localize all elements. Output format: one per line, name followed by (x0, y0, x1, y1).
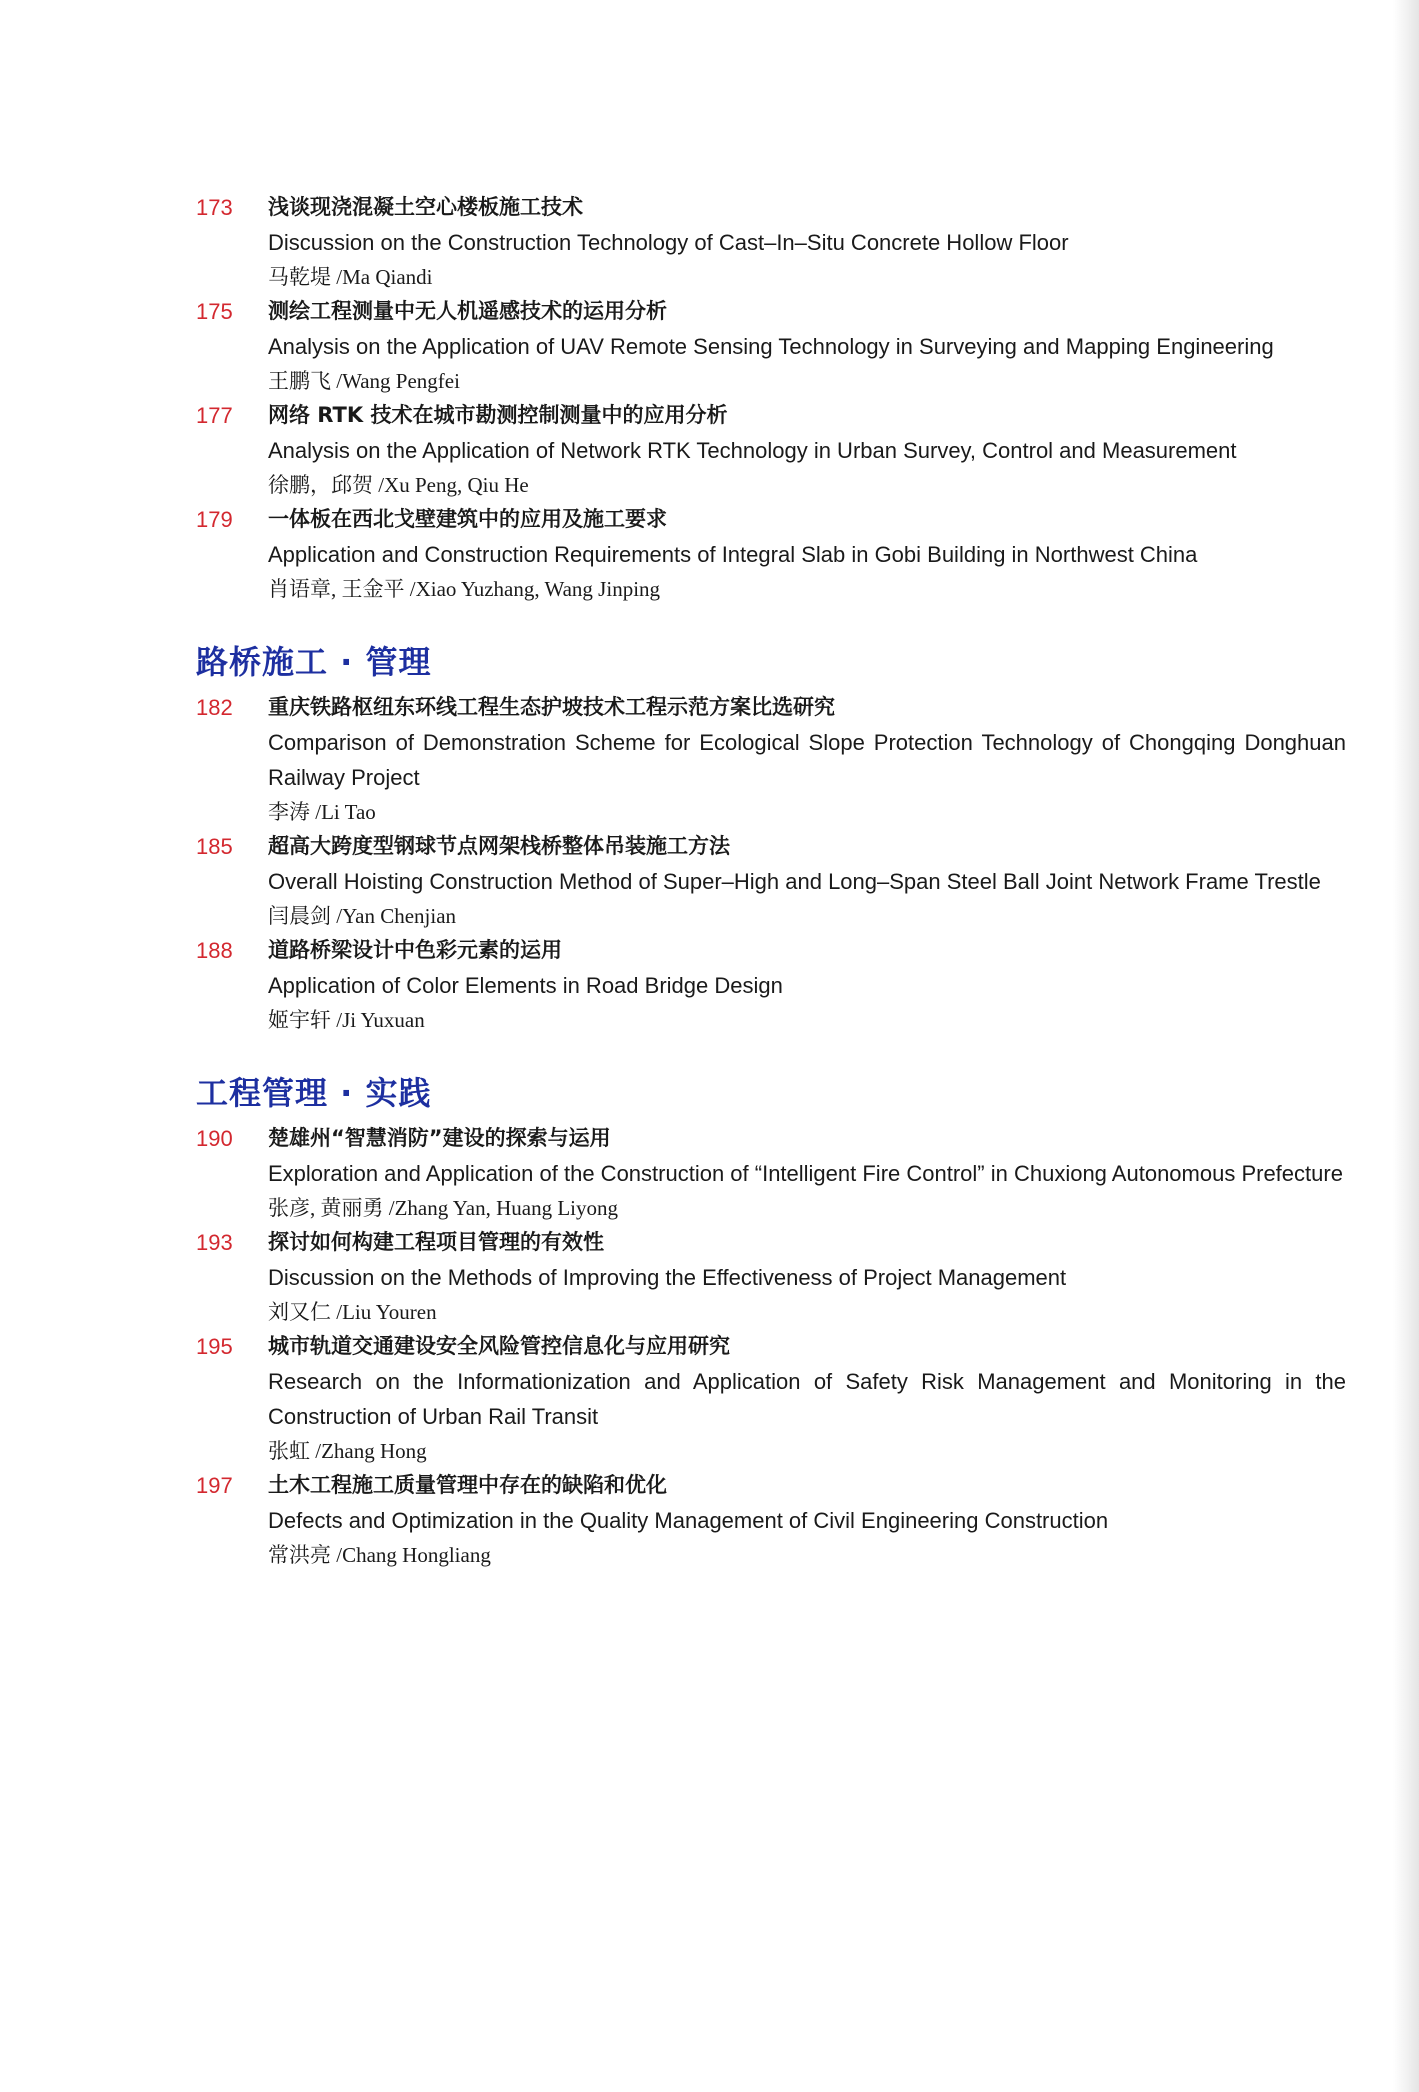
entry-title-en: Analysis on the Application of Network RTK Technology in Urban Survey, Control and Measurement (268, 438, 1237, 463)
entry-authors: 张彦, 黄丽勇 /Zhang Yan, Huang Liyong (268, 1196, 618, 1220)
toc-entry[interactable] (196, 502, 1346, 606)
entry-title-en: Application of Color Elements in Road Bridge Design (268, 973, 783, 998)
toc-entry[interactable] (196, 398, 1346, 502)
entry-title-en: Discussion on the Methods of Improving the Effectiveness of Project Management (268, 1265, 1067, 1290)
entry-authors: 马乾堤 /Ma Qiandi (268, 265, 433, 289)
toc-entry[interactable] (196, 294, 1346, 398)
entry-title-cn: 网络 RTK 技术在城市勘测控制测量中的应用分析 (268, 403, 728, 427)
entry-authors: 徐鹏，邱贺 /Xu Peng, Qiu He (268, 473, 529, 497)
entry-title-cn: 一体板在西北戈壁建筑中的应用及施工要求 (268, 507, 667, 531)
entry-authors: 常洪亮 /Chang Hongliang (268, 1543, 491, 1567)
toc-entry[interactable] (196, 933, 1346, 1037)
entry-page-number: 195 (196, 1334, 233, 1359)
toc-entry[interactable] (196, 1121, 1346, 1225)
entry-authors: 姬宇轩 /Ji Yuxuan (268, 1008, 425, 1032)
entry-page-number: 175 (196, 299, 233, 324)
entry-title-en: Defects and Optimization in the Quality Management of Civil Engineering Construction (268, 1508, 1109, 1533)
entry-page-number: 193 (196, 1230, 233, 1255)
entry-page-number: 190 (196, 1126, 233, 1151)
entry-title-en: Comparison of Demonstration Scheme for Ecological Slope Protection Technology of Chongqing Donghuan Railway Project (268, 730, 1346, 790)
entry-page-number: 182 (196, 695, 233, 720)
entry-authors: 李涛 /Li Tao (268, 800, 376, 824)
section-heading: 路桥施工 · 管理 (196, 643, 432, 681)
toc-entry[interactable] (196, 1329, 1346, 1468)
toc-section-continued (196, 190, 1346, 606)
toc-entry[interactable] (196, 690, 1346, 829)
toc-entry[interactable] (196, 1468, 1346, 1572)
entry-title-cn: 浅谈现浇混凝土空心楼板施工技术 (268, 195, 583, 219)
entry-title-cn: 楚雄州“智慧消防”建设的探索与运用 (268, 1126, 611, 1150)
entry-title-en: Analysis on the Application of UAV Remote Sensing Technology in Surveying and Mapping Engineering (268, 334, 1274, 359)
entry-title-cn: 超高大跨度型钢球节点网架栈桥整体吊装施工方法 (268, 834, 730, 858)
table-of-contents (196, 190, 1346, 1572)
entry-title-cn: 探讨如何构建工程项目管理的有效性 (268, 1230, 604, 1254)
section-heading: 工程管理 · 实践 (196, 1074, 432, 1112)
entry-page-number: 179 (196, 507, 233, 532)
toc-section-engineering-management (196, 1073, 1346, 1572)
entry-title-cn: 重庆铁路枢纽东环线工程生态护坡技术工程示范方案比选研究 (268, 695, 835, 719)
entry-title-en: Discussion on the Construction Technology of Cast–In–Situ Concrete Hollow Floor (268, 230, 1069, 255)
entry-title-cn: 城市轨道交通建设安全风险管控信息化与应用研究 (268, 1334, 730, 1358)
entry-authors: 闫晨剑 /Yan Chenjian (268, 904, 457, 928)
toc-section-road-bridge (196, 642, 1346, 1037)
entry-title-en: Application and Construction Requirements of Integral Slab in Gobi Building in Northwest China (268, 542, 1198, 567)
toc-entry[interactable] (196, 1225, 1346, 1329)
entry-title-cn: 道路桥梁设计中色彩元素的运用 (268, 938, 562, 962)
entry-authors: 王鹏飞 /Wang Pengfei (268, 369, 460, 393)
entry-page-number: 177 (196, 403, 233, 428)
toc-entry[interactable] (196, 829, 1346, 933)
entry-title-cn: 土木工程施工质量管理中存在的缺陷和优化 (268, 1473, 667, 1497)
entry-authors: 肖语章, 王金平 /Xiao Yuzhang, Wang Jinping (268, 577, 661, 601)
toc-entry[interactable] (196, 190, 1346, 294)
entry-page-number: 173 (196, 195, 233, 220)
entry-title-en: Research on the Informationization and Application of Safety Risk Management and Monitoring in the Construction of Urban Rail Transit (268, 1369, 1346, 1429)
page-edge-shadow (1393, 0, 1419, 2092)
entry-page-number: 185 (196, 834, 233, 859)
entry-authors: 刘又仁 /Liu Youren (268, 1300, 437, 1324)
entry-title-cn: 测绘工程测量中无人机遥感技术的运用分析 (268, 299, 667, 323)
entry-page-number: 188 (196, 938, 233, 963)
entry-title-en: Overall Hoisting Construction Method of Super–High and Long–Span Steel Ball Joint Network Frame Trestle (268, 869, 1321, 894)
entry-page-number: 197 (196, 1473, 233, 1498)
entry-authors: 张虹 /Zhang Hong (268, 1439, 427, 1463)
entry-title-en: Exploration and Application of the Construction of “Intelligent Fire Control” in Chuxiong Autonomous Prefecture (268, 1161, 1343, 1186)
